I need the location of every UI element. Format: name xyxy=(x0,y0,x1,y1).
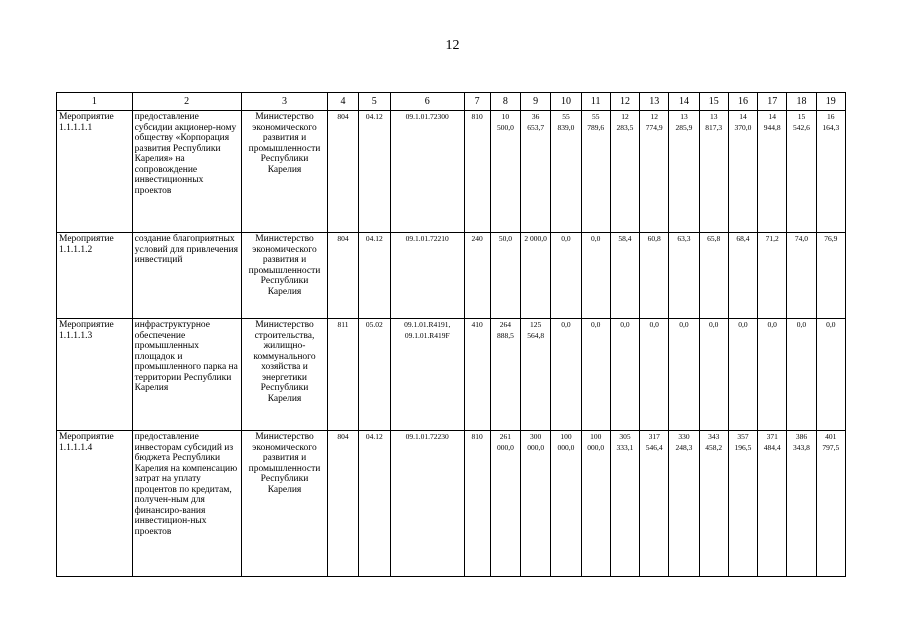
value-cell: 0,0 xyxy=(640,319,669,431)
value-cell: 58,4 xyxy=(610,233,639,319)
column-header-row xyxy=(57,93,846,111)
value-cell: 74,0 xyxy=(787,233,816,319)
column-header: 3 xyxy=(241,93,328,111)
column-header: 19 xyxy=(816,93,845,111)
column-header: 17 xyxy=(758,93,787,111)
column-header: 7 xyxy=(464,93,490,111)
value-cell: 71,2 xyxy=(758,233,787,319)
value-cell: 0,0 xyxy=(787,319,816,431)
value-cell: 10 500,0 xyxy=(490,111,520,233)
table-row xyxy=(57,319,846,431)
value-cell: 63,3 xyxy=(669,233,699,319)
table-row xyxy=(57,431,846,577)
table-row xyxy=(57,111,846,233)
value-cell: 357 196,5 xyxy=(728,431,757,577)
value-cell: 0,0 xyxy=(669,319,699,431)
budget-table xyxy=(56,92,846,577)
column-header: 16 xyxy=(728,93,757,111)
value-cell: 12 283,5 xyxy=(610,111,639,233)
column-header: 14 xyxy=(669,93,699,111)
value-cell: 60,8 xyxy=(640,233,669,319)
target-item-cell: 09.1.01.R4191, 09.1.01.R419F xyxy=(390,319,464,431)
column-header: 15 xyxy=(699,93,728,111)
value-cell: 100 000,0 xyxy=(581,431,610,577)
value-cell: 13 817,3 xyxy=(699,111,728,233)
expense-type-cell: 410 xyxy=(464,319,490,431)
value-cell: 0,0 xyxy=(610,319,639,431)
value-cell: 65,8 xyxy=(699,233,728,319)
name-cell: инфраструктурное обеспечение промышленных площадок и промышленного парка на территории Республики Карелия xyxy=(132,319,241,431)
value-cell: 371 484,4 xyxy=(758,431,787,577)
value-cell: 264 888,5 xyxy=(490,319,520,431)
ministry-cell: Министерство строительства, жилищно-коммунального хозяйства и энергетики Республики Карелия xyxy=(241,319,328,431)
ministry-cell: Министерство экономического развития и промышленности Республики Карелия xyxy=(241,233,328,319)
expense-type-cell: 240 xyxy=(464,233,490,319)
value-cell: 14 370,0 xyxy=(728,111,757,233)
name-cell: создание благоприятных условий для привлечения инвестиций xyxy=(132,233,241,319)
target-item-cell: 09.1.01.72230 xyxy=(390,431,464,577)
value-cell: 12 774,9 xyxy=(640,111,669,233)
value-cell: 55 839,0 xyxy=(551,111,581,233)
value-cell: 0,0 xyxy=(551,233,581,319)
value-cell: 0,0 xyxy=(581,233,610,319)
event-cell: Мероприятие 1.1.1.1.2 xyxy=(57,233,133,319)
value-cell: 14 944,8 xyxy=(758,111,787,233)
section-code-cell: 04.12 xyxy=(358,431,390,577)
value-cell: 55 789,6 xyxy=(581,111,610,233)
value-cell: 36 653,7 xyxy=(521,111,551,233)
page-number: 12 xyxy=(445,38,460,53)
value-cell: 300 000,0 xyxy=(521,431,551,577)
grbs-code-cell: 804 xyxy=(328,431,358,577)
column-header: 1 xyxy=(57,93,133,111)
table-row xyxy=(57,233,846,319)
column-header: 5 xyxy=(358,93,390,111)
value-cell: 0,0 xyxy=(816,319,845,431)
target-item-cell: 09.1.01.72210 xyxy=(390,233,464,319)
value-cell: 68,4 xyxy=(728,233,757,319)
value-cell: 100 000,0 xyxy=(551,431,581,577)
section-code-cell: 04.12 xyxy=(358,233,390,319)
expense-type-cell: 810 xyxy=(464,431,490,577)
column-header: 11 xyxy=(581,93,610,111)
grbs-code-cell: 804 xyxy=(328,111,358,233)
event-cell: Мероприятие 1.1.1.1.3 xyxy=(57,319,133,431)
value-cell: 76,9 xyxy=(816,233,845,319)
value-cell: 305 333,1 xyxy=(610,431,639,577)
column-header: 9 xyxy=(521,93,551,111)
grbs-code-cell: 804 xyxy=(328,233,358,319)
value-cell: 16 164,3 xyxy=(816,111,845,233)
value-cell: 401 797,5 xyxy=(816,431,845,577)
value-cell: 317 546,4 xyxy=(640,431,669,577)
value-cell: 343 458,2 xyxy=(699,431,728,577)
value-cell: 50,0 xyxy=(490,233,520,319)
value-cell: 13 285,9 xyxy=(669,111,699,233)
value-cell: 330 248,3 xyxy=(669,431,699,577)
column-header: 13 xyxy=(640,93,669,111)
column-header: 2 xyxy=(132,93,241,111)
name-cell: предоставление субсидии акционер-ному обществу «Корпорация развития Республики Карелия» на сопровождение инвестиционных проектов xyxy=(132,111,241,233)
column-header: 12 xyxy=(610,93,639,111)
name-cell: предоставление инвесторам субсидий из бюджета Республики Карелия на компенсацию затрат на уплату процентов по кредитам, получен-ным для финансиро-вания инвестицион-ных проектов xyxy=(132,431,241,577)
value-cell: 0,0 xyxy=(581,319,610,431)
target-item-cell: 09.1.01.72300 xyxy=(390,111,464,233)
event-cell: Мероприятие 1.1.1.1.4 xyxy=(57,431,133,577)
event-cell: Мероприятие 1.1.1.1.1 xyxy=(57,111,133,233)
column-header: 8 xyxy=(490,93,520,111)
ministry-cell: Министерство экономического развития и промышленности Республики Карелия xyxy=(241,111,328,233)
column-header: 18 xyxy=(787,93,816,111)
value-cell: 0,0 xyxy=(551,319,581,431)
grbs-code-cell: 811 xyxy=(328,319,358,431)
value-cell: 386 343,8 xyxy=(787,431,816,577)
value-cell: 0,0 xyxy=(699,319,728,431)
column-header: 6 xyxy=(390,93,464,111)
value-cell: 2 000,0 xyxy=(521,233,551,319)
value-cell: 261 000,0 xyxy=(490,431,520,577)
value-cell: 0,0 xyxy=(758,319,787,431)
ministry-cell: Министерство экономического развития и промышленности Республики Карелия xyxy=(241,431,328,577)
section-code-cell: 04.12 xyxy=(358,111,390,233)
column-header: 4 xyxy=(328,93,358,111)
value-cell: 0,0 xyxy=(728,319,757,431)
value-cell: 125 564,8 xyxy=(521,319,551,431)
expense-type-cell: 810 xyxy=(464,111,490,233)
section-code-cell: 05.02 xyxy=(358,319,390,431)
value-cell: 15 542,6 xyxy=(787,111,816,233)
column-header: 10 xyxy=(551,93,581,111)
